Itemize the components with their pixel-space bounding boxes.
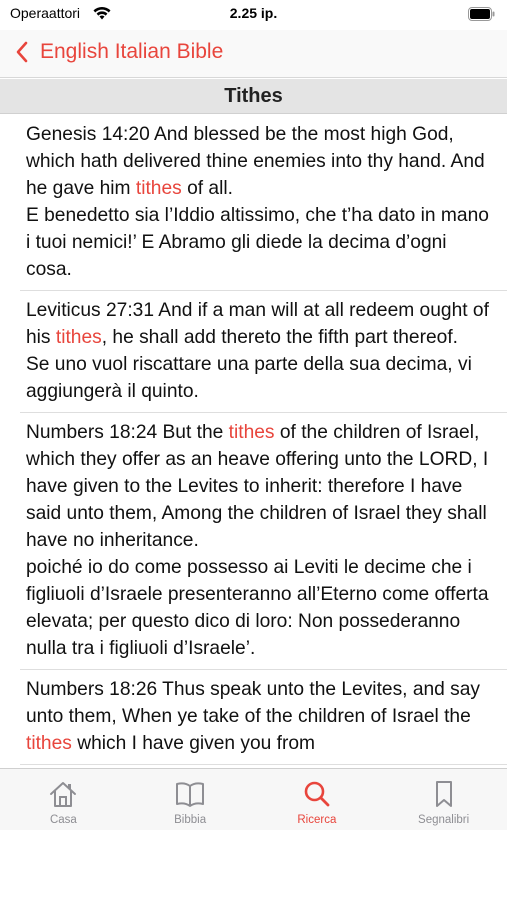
highlighted-term: tithes	[135, 178, 182, 199]
verse-text: Numbers 18:26 Thus speak unto the Levites, and say unto them, When ye take of the children of Israel the	[26, 679, 481, 727]
verse-list[interactable]	[0, 115, 507, 768]
verse-item[interactable]	[0, 115, 507, 291]
tab-bibbia[interactable]	[127, 769, 254, 830]
bookmark-icon	[432, 779, 456, 809]
verse-translation: Se uno vuol riscattare una parte della sua decima, vi aggiungerà il quinto.	[26, 354, 472, 402]
verse-text: Numbers 18:24 But the	[26, 422, 229, 443]
verse-translation: E benedetto sia l’Iddio altissimo, che t’ha dato in mano i tuoi nemici!’ E Abramo gli diede la decima d’ogni cosa.	[26, 205, 489, 280]
highlighted-term: tithes	[26, 733, 72, 754]
book-icon	[174, 779, 206, 809]
navigation-bar	[0, 30, 507, 78]
carrier-label: Operaattori	[10, 5, 81, 21]
tab-label: Segnalibri	[418, 814, 470, 826]
highlighted-term: tithes	[55, 327, 102, 348]
chevron-left-icon[interactable]	[14, 40, 30, 64]
highlighted-term: tithes	[228, 422, 275, 443]
tab-segnalibri[interactable]	[380, 769, 507, 830]
tab-ricerca[interactable]	[254, 769, 381, 830]
back-button[interactable]: English Italian Bible	[40, 40, 224, 63]
verse-text: of all.	[181, 178, 233, 199]
status-bar	[0, 0, 507, 30]
search-icon	[302, 779, 332, 809]
verse-text: which I have given you from	[71, 733, 316, 754]
clock: 2.25 ip.	[229, 5, 278, 21]
tab-bar	[0, 768, 507, 830]
battery-icon	[468, 7, 495, 21]
house-icon	[48, 779, 78, 809]
tab-label: Bibbia	[174, 814, 207, 826]
verse-item[interactable]	[0, 670, 507, 765]
section-title: Tithes	[0, 79, 507, 114]
verse-text: Genesis 14:20 And blessed be the most high God, which hath delivered thine enemies into thy hand. And he gave him	[26, 124, 485, 199]
tab-label: Ricerca	[297, 814, 337, 826]
verse-text: , he shall add thereto the fifth part thereof.	[101, 327, 458, 348]
verse-text: of the children of Israel, which they offer as an heave offering unto the LORD, I have given to the Levites to inherit: therefore I have said unto them, Among the children of Israel they shall have no inheritance.	[26, 422, 489, 551]
verse-text: Leviticus 27:31 And if a man will at all redeem ought of his	[26, 300, 489, 348]
verse-item[interactable]	[0, 291, 507, 413]
verse-translation: poiché io do come possesso ai Leviti le decime che i figliuoli d’Israele presenteranno all’Eterno come offerta elevata; per questo dico di loro: Non possederanno nulla tra i figliuoli d’Israele’.	[26, 557, 489, 659]
tab-label: Casa	[49, 814, 77, 826]
verse-item[interactable]	[0, 413, 507, 670]
tab-casa[interactable]	[0, 769, 127, 830]
